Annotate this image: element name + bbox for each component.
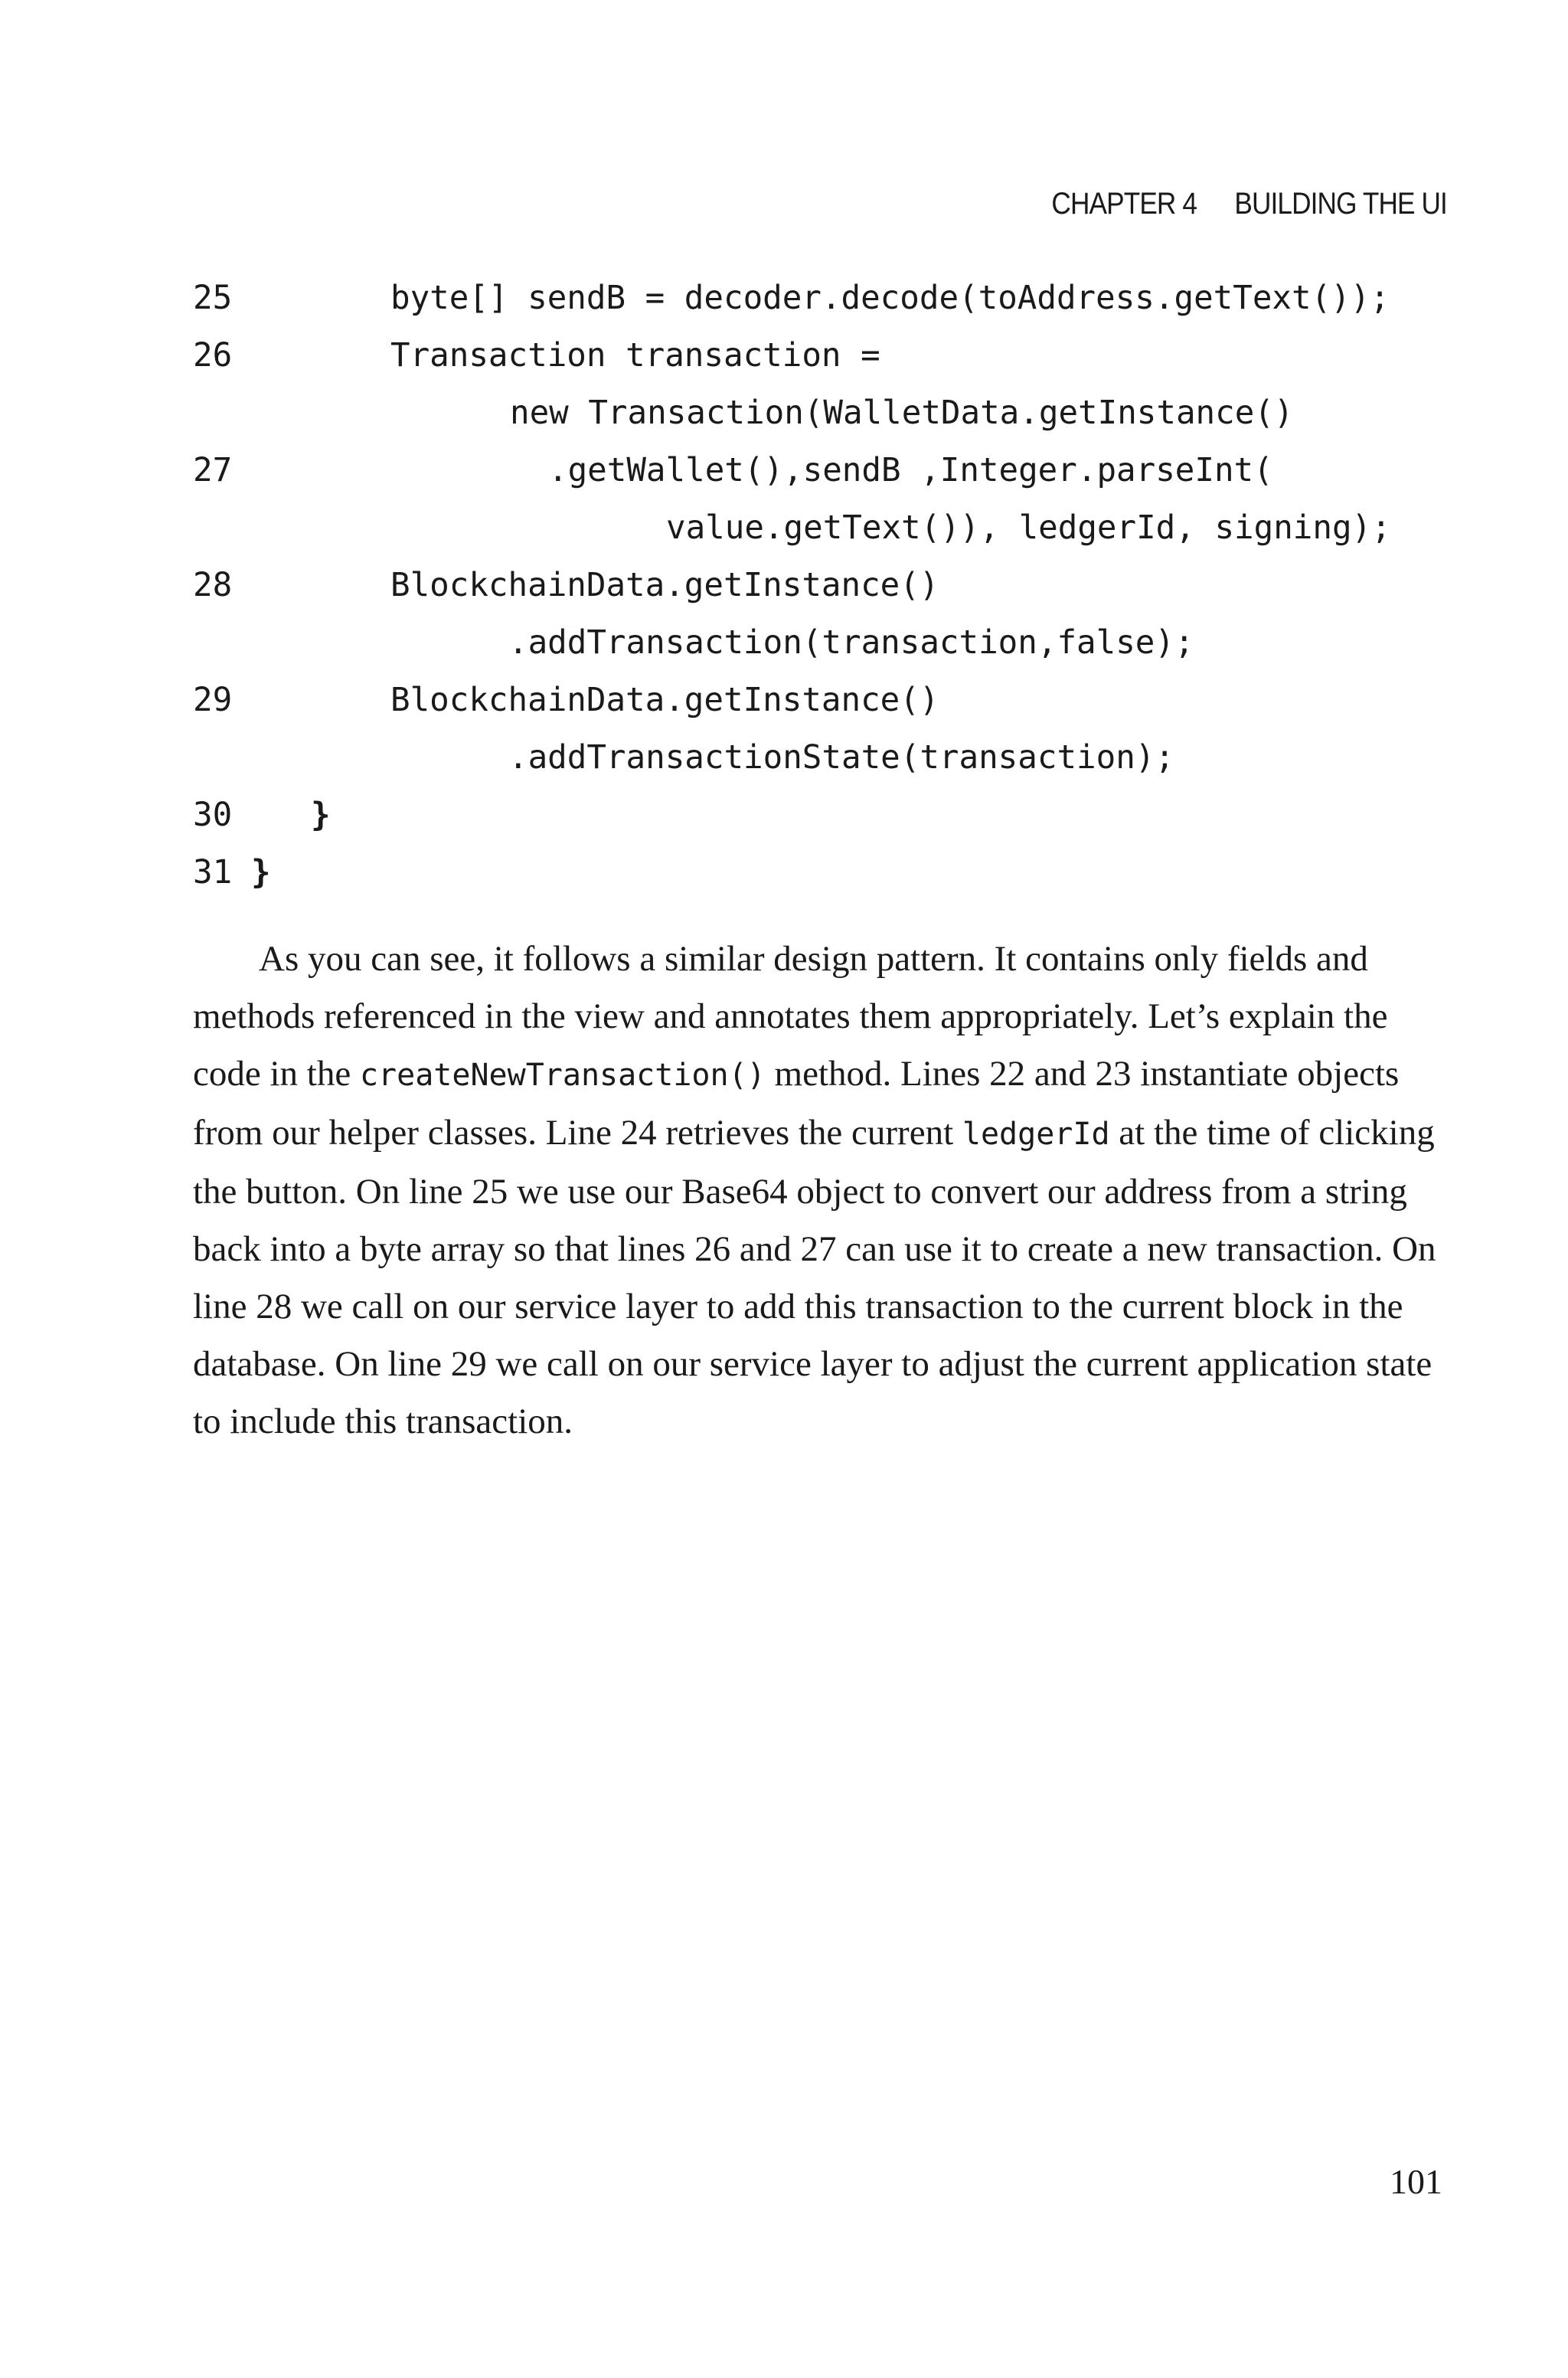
- body-text: [193, 931, 1449, 1451]
- text-run: at the time of clicking the button. On line 25 we use our Base64 object to convert our address from a string back into a byte array so that lines 26 and 27 can use it to create a new transaction. On line 28 we call on our service layer to add this transaction to the current block in the database. On line 29 we call on our service layer to adjust the current application state to include this transaction.: [193, 1113, 1436, 1441]
- page-number: 101: [1390, 2162, 1442, 2201]
- code-line: [193, 442, 1479, 499]
- code-line: [193, 672, 1479, 729]
- code-listing: [193, 270, 1479, 901]
- code-line: [193, 844, 1479, 901]
- inline-code: createNewTransaction(): [359, 1058, 766, 1093]
- code-line: [193, 270, 1479, 327]
- chapter-title: BUILDING THE UI: [1234, 187, 1447, 221]
- code-text: .getWallet(),sendB ,Integer.parseInt(: [548, 452, 1273, 489]
- code-text: value.getText()), ledgerId, signing);: [666, 509, 1391, 547]
- code-line: [193, 614, 1479, 672]
- line-number: 27: [193, 452, 233, 489]
- code-line: [193, 557, 1479, 614]
- line-number: 28: [193, 567, 233, 604]
- line-number: 29: [193, 682, 233, 719]
- code-text: byte[] sendB = decoder.decode(toAddress.getText());: [390, 280, 1390, 317]
- code-line: [193, 729, 1479, 787]
- code-text: new Transaction(WalletData.getInstance(): [510, 394, 1294, 432]
- code-text: }: [251, 854, 271, 891]
- chapter-label: CHAPTER 4: [1051, 187, 1197, 221]
- line-number: 30: [193, 796, 233, 834]
- line-number: 31: [193, 854, 233, 891]
- text-run: As you can see, it follows a similar design pattern. It contains only fields and methods referenced in the view and annotates them appropriately. Let’s explain the code in the: [193, 939, 1388, 1094]
- code-text: }: [311, 796, 331, 834]
- code-text: BlockchainData.getInstance(): [390, 682, 939, 719]
- code-line: [193, 787, 1479, 844]
- text-run: method. Lines 22 and 23 instantiate objects from our helper classes. Line 24 retrieves the current: [193, 1054, 1400, 1153]
- code-text: BlockchainData.getInstance(): [390, 567, 939, 604]
- code-text: Transaction transaction =: [390, 337, 880, 375]
- code-line: [193, 499, 1479, 557]
- code-line: [193, 384, 1479, 442]
- code-text: .addTransaction(transaction,false);: [508, 624, 1194, 662]
- running-header: [1051, 187, 1447, 221]
- code-text: .addTransactionState(transaction);: [508, 739, 1174, 777]
- inline-code: ledgerId: [962, 1117, 1110, 1152]
- line-number: 26: [193, 337, 233, 375]
- paragraph: [193, 931, 1449, 1451]
- line-number: 25: [193, 280, 233, 317]
- code-line: [193, 327, 1479, 384]
